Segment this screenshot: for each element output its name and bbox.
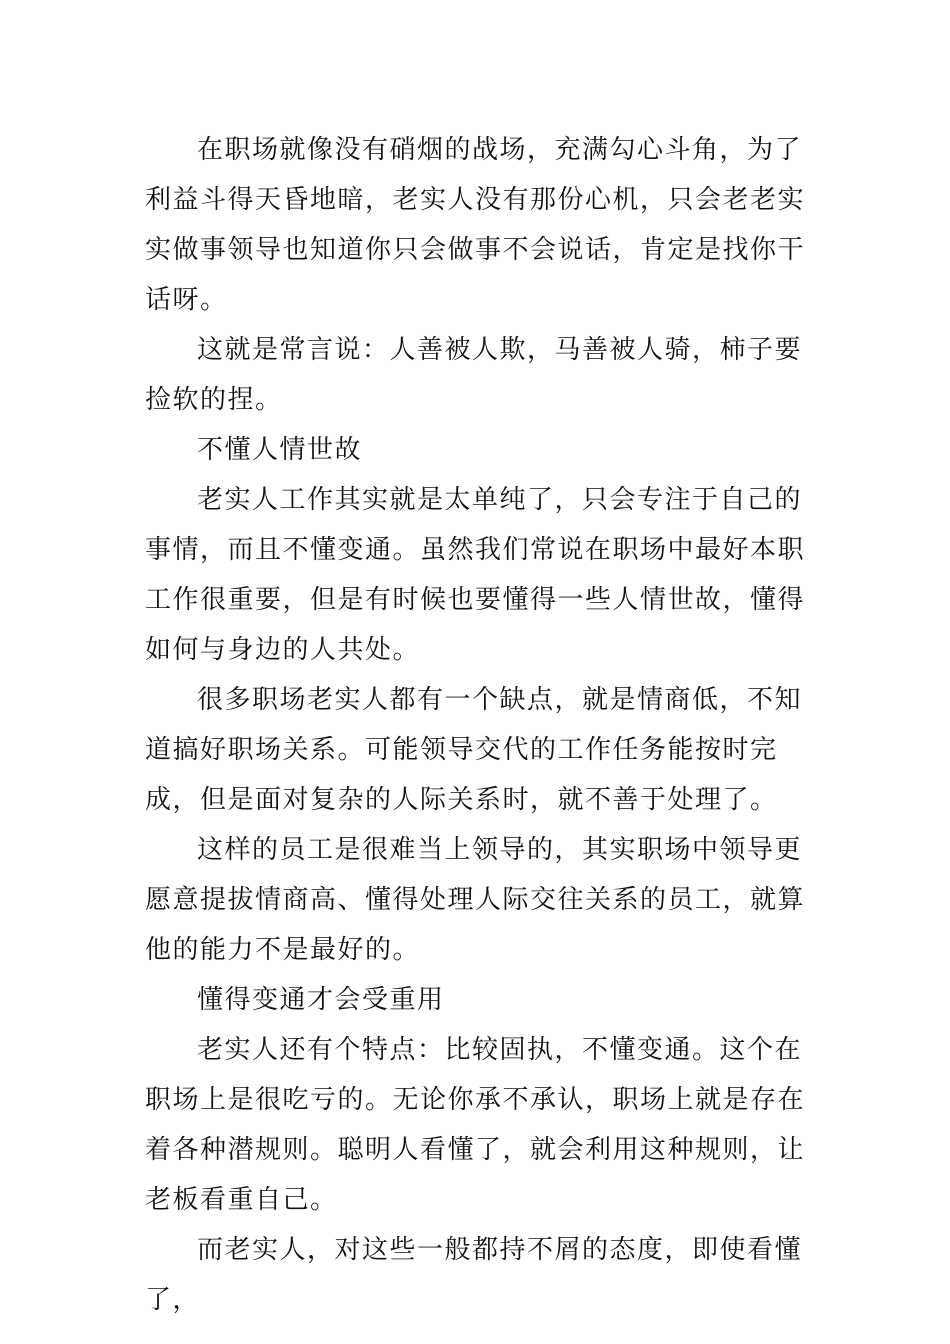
section-heading-2: 懂得变通才会受重用	[197, 985, 445, 1015]
paragraph-4: 很多职场老实人都有一个缺点，就是情商低，不知道搞好职场关系。可能领导交代的工作任务能按时完成，但是面对复杂的人际关系时，就不善于处理了。	[145, 685, 803, 815]
paragraph-6: 老实人还有个特点：比较固执，不懂变通。这个在职场上是很吃亏的。无论你承不承认，职场上就是存在着各种潜规则。聪明人看懂了，就会利用这种规则，让老板看重自己。	[145, 1035, 806, 1215]
paragraph-7: 而老实人，对这些一般都持不屑的态度，即使看懂了，	[145, 1235, 803, 1315]
paragraph-1: 在职场就像没有硝烟的战场，充满勾心斗角，为了利益斗得天昏地暗，老实人没有那份心机，只会老老实实做事领导也知道你只会做事不会说话，肯定是找你干话呀。	[145, 135, 806, 315]
paragraph-5: 这样的员工是很难当上领导的，其实职场中领导更愿意提拔情商高、懂得处理人际交往关系的员工，就算他的能力不是最好的。	[145, 835, 806, 965]
section-heading-1: 不懂人情世故	[197, 435, 363, 465]
document-page	[145, 125, 815, 1325]
paragraph-3: 老实人工作其实就是太单纯了，只会专注于自己的事情，而且不懂变通。虽然我们常说在职场中最好本职工作很重要，但是有时候也要懂得一些人情世故，懂得如何与身边的人共处。	[145, 485, 806, 665]
paragraph-2: 这就是常言说：人善被人欺，马善被人骑，柿子要捡软的捏。	[145, 335, 803, 415]
